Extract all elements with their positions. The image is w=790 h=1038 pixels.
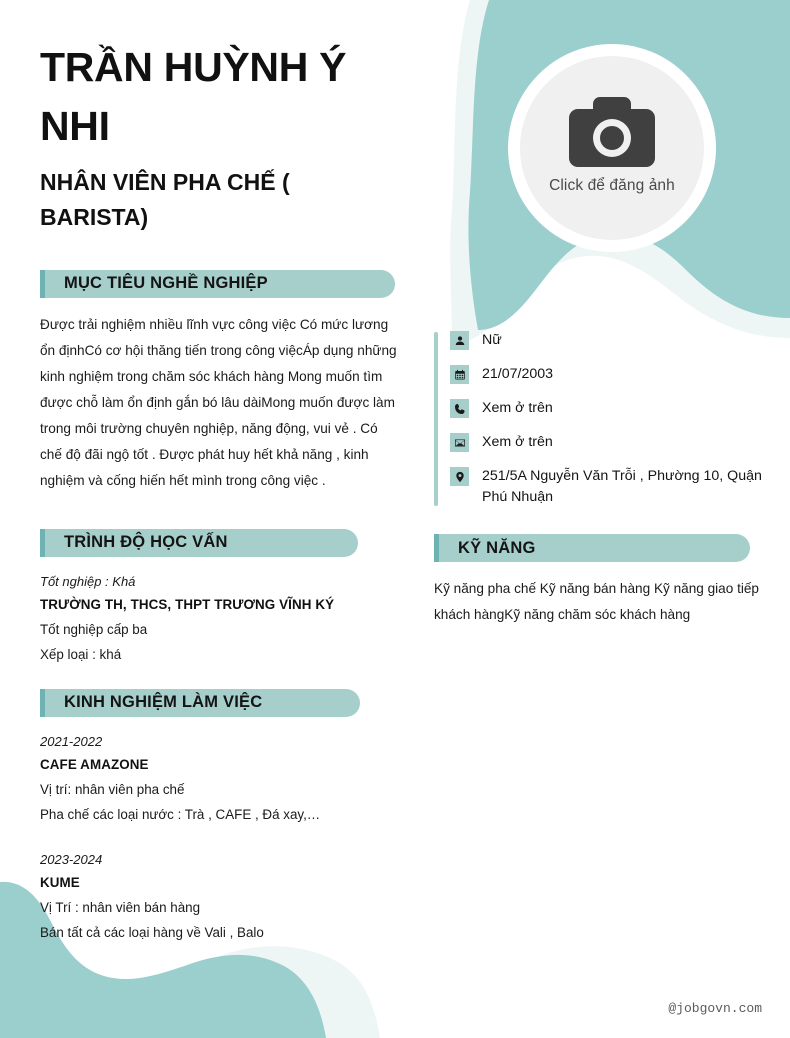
site-watermark: @jobgovn.com	[668, 1001, 762, 1016]
contact-value: Xem ở trên	[482, 400, 553, 416]
education-entry	[40, 571, 400, 667]
calendar-icon	[450, 365, 469, 384]
section-header-skills	[434, 534, 790, 562]
skills-text: Kỹ năng pha chế Kỹ năng bán hàng Kỹ năng giao tiếp khách hàngKỹ năng chăm sóc khách hàng	[434, 581, 759, 622]
education-date: Tốt nghiệp : Khá	[40, 573, 136, 589]
contact-row-email	[450, 432, 790, 453]
photo-upload[interactable]	[511, 47, 713, 249]
experience-date: 2021-2022	[40, 733, 103, 749]
experience-detail: Vị trí: nhân viên pha chế	[40, 781, 185, 797]
contact-row-gender	[450, 330, 790, 351]
experience-detail: Bán tất cả các loại hàng về Vali , Balo	[40, 924, 264, 940]
experience-entry	[40, 849, 400, 945]
education-school: TRƯỜNG TH, THCS, THPT TRƯƠNG VĨNH KÝ	[40, 596, 335, 612]
section-title-text: KỸ NĂNG	[458, 538, 536, 557]
camera-icon	[566, 95, 658, 167]
photo-circle[interactable]	[520, 56, 704, 240]
contact-row-birthdate	[450, 364, 790, 385]
contact-row-address	[450, 466, 790, 508]
contact-value: Xem ở trên	[482, 434, 553, 450]
section-header-experience	[40, 689, 400, 717]
section-title-pill	[45, 689, 360, 717]
experience-entry	[40, 731, 400, 827]
candidate-job-title: NHÂN VIÊN PHA CHẾ ( BARISTA)	[40, 169, 290, 231]
section-header-education	[40, 529, 400, 557]
contact-value: Nữ	[482, 332, 502, 348]
section-skills	[434, 534, 790, 628]
contact-list	[434, 330, 790, 508]
objective-text: Được trải nghiệm nhiều lĩnh vực công việc Có mức lương ổn địnhCó cơ hội thăng tiến trong công việcÁp dụng những kinh nghiệm trong chăm sóc khách hàng Mong muốn tìm được chỗ làm ổn định gắn bó lâu dàiMong muốn được làm trong môi trường chuyên nghiệp, năng động, vui vẻ . Có chế độ đãi ngộ tốt . Được phát huy hết khả năng , kinh nghiệm và cống hiến hết mình trong công việc .	[40, 316, 397, 488]
envelope-icon	[450, 433, 469, 452]
phone-icon	[450, 399, 469, 418]
location-pin-icon	[450, 467, 469, 486]
contact-rail	[434, 332, 438, 506]
contact-value: 251/5A Nguyễn Văn Trỗi , Phường 10, Quận Phú Nhuận	[482, 468, 762, 505]
left-column	[40, 0, 400, 967]
section-objective	[40, 270, 400, 494]
section-header-objective	[40, 270, 400, 298]
contact-row-phone	[450, 398, 790, 419]
section-education	[40, 529, 400, 667]
education-detail: Xếp loại : khá	[40, 646, 122, 662]
person-icon	[450, 331, 469, 350]
section-title-pill	[45, 529, 358, 557]
contact-value: 21/07/2003	[482, 366, 554, 382]
candidate-name: TRẦN HUỲNH Ý NHI	[40, 44, 347, 149]
section-experience	[40, 689, 400, 945]
experience-detail: Pha chế các loại nước : Trà , CAFE , Đá xay,…	[40, 806, 321, 822]
photo-upload-label: Click để đăng ảnh	[549, 177, 675, 194]
section-title-text: KINH NGHIỆM LÀM VIỆC	[64, 693, 263, 712]
experience-detail: Vị Trí : nhân viên bán hàng	[40, 899, 201, 915]
education-detail: Tốt nghiệp cấp ba	[40, 621, 148, 637]
section-title-text: MỤC TIÊU NGHỀ NGHIỆP	[64, 274, 268, 293]
section-title-pill	[45, 270, 395, 298]
section-title-pill	[439, 534, 750, 562]
section-title-text: TRÌNH ĐỘ HỌC VẤN	[64, 533, 228, 552]
experience-date: 2023-2024	[40, 851, 103, 867]
experience-company: CAFE AMAZONE	[40, 756, 149, 772]
experience-company: KUME	[40, 874, 80, 890]
